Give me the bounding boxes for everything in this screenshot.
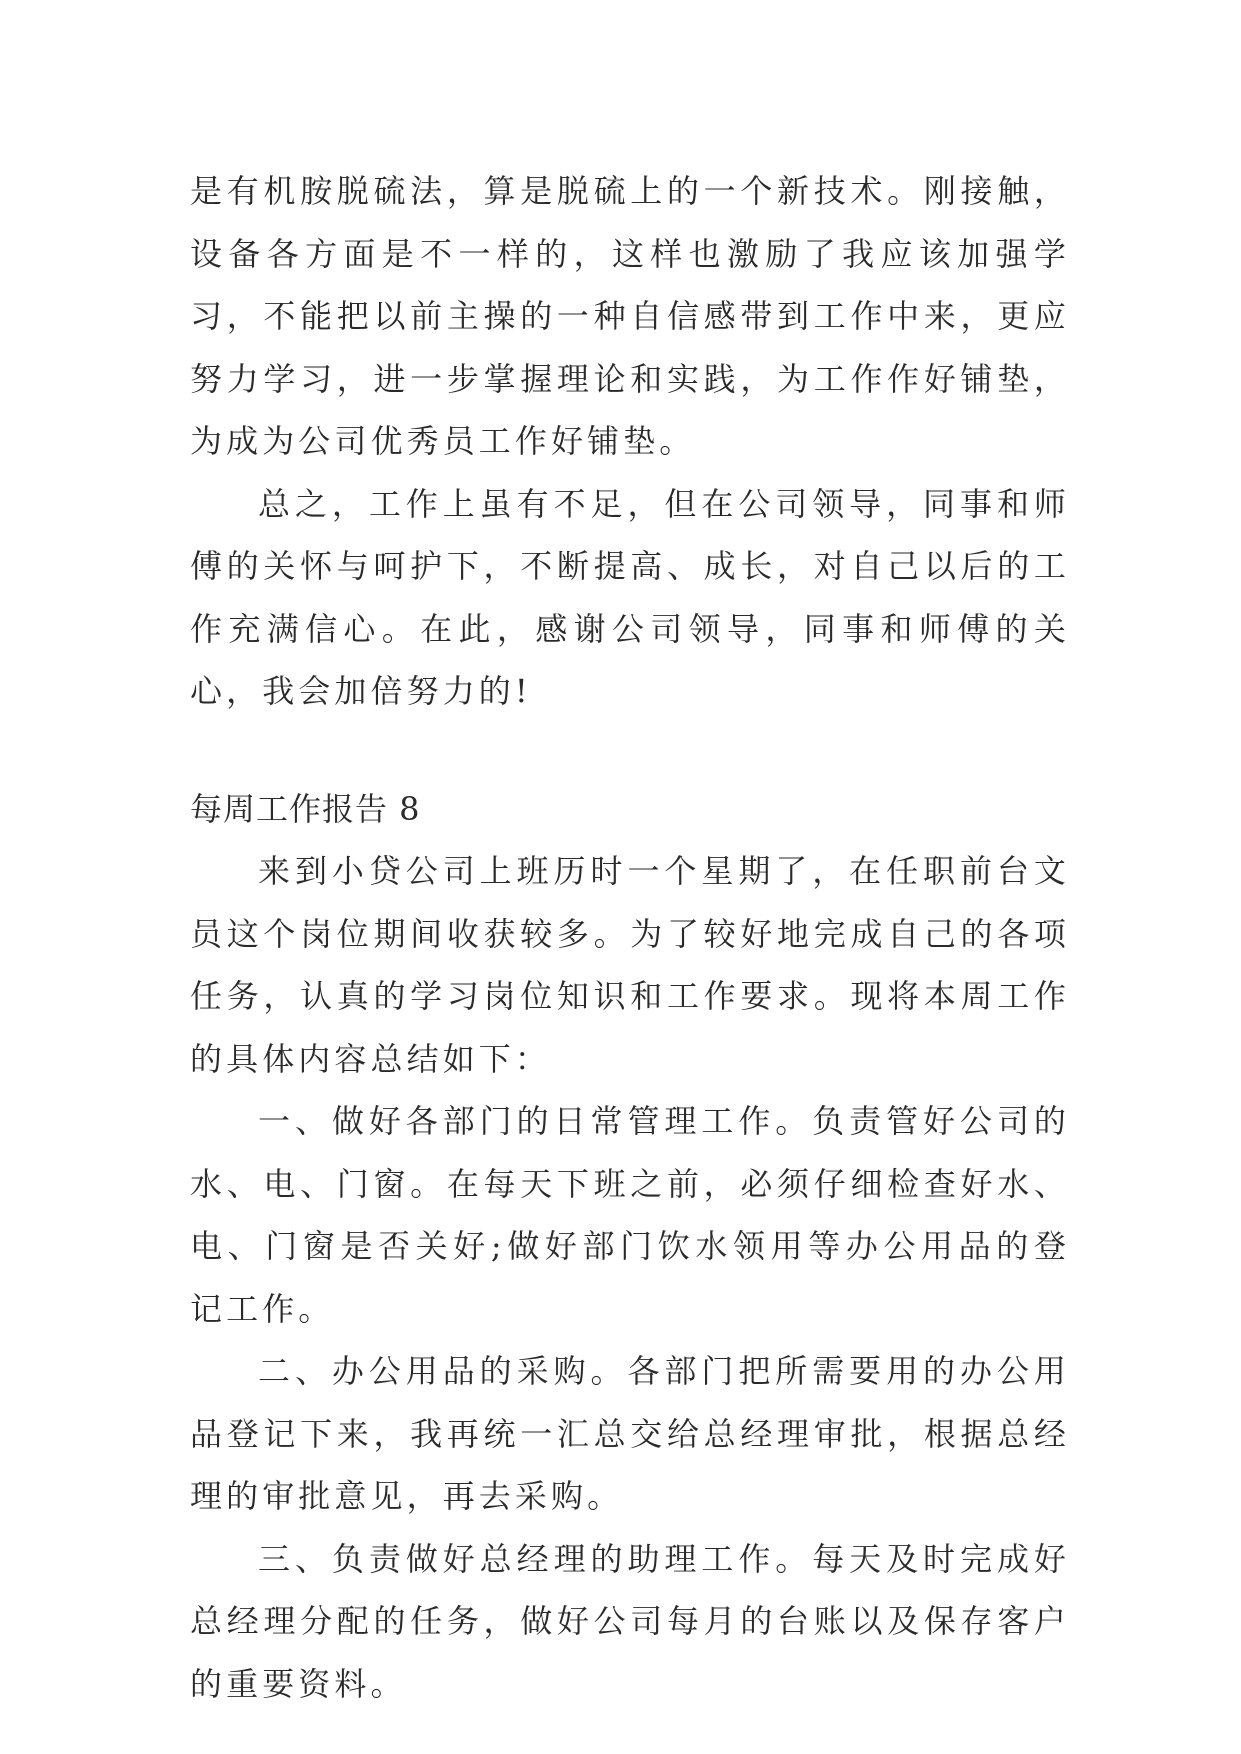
paragraph-summary: 总之，工作上虽有不足，但在公司领导，同事和师傅的关怀与呵护下，不断提高、成长，对自己以后的工作充满信心。在此，感谢公司领导，同事和师傅的关心，我会加倍努力的! [190,484,1070,710]
paragraph-continuation: 是有机胺脱硫法，算是脱硫上的一个新技术。刚接触，设备各方面是不一样的，这样也激励了我应该加强学习，不能把以前主操的一种自信感带到工作中来，更应努力学习，进一步掌握理论和实践，为工作作好铺垫，为成为公司优秀员工作好铺垫。 [190,172,1070,460]
section-item-2: 二、办公用品的采购。各部门把所需要用的办公用品登记下来，我再统一汇总交给总经理审批，根据总经理的审批意见，再去采购。 [190,1352,1070,1515]
section-item-1: 一、做好各部门的日常管理工作。负责管好公司的水、电、门窗。在每天下班之前，必须仔细检查好水、电、门窗是否关好;做好部门饮水领用等办公用品的登记工作。 [190,1102,1070,1328]
document-body [190,160,1070,1715]
section-title: 每周工作报告 8 [190,789,421,828]
section-intro-paragraph: 来到小贷公司上班历时一个星期了，在任职前台文员这个岗位期间收获较多。为了较好地完成自己的各项任务，认真的学习岗位知识和工作要求。现将本周工作的具体内容总结如下： [190,852,1070,1078]
section-item-3: 三、负责做好总经理的助理工作。每天及时完成好总经理分配的任务，做好公司每月的台账以及保存客户的重要资料。 [190,1539,1070,1703]
